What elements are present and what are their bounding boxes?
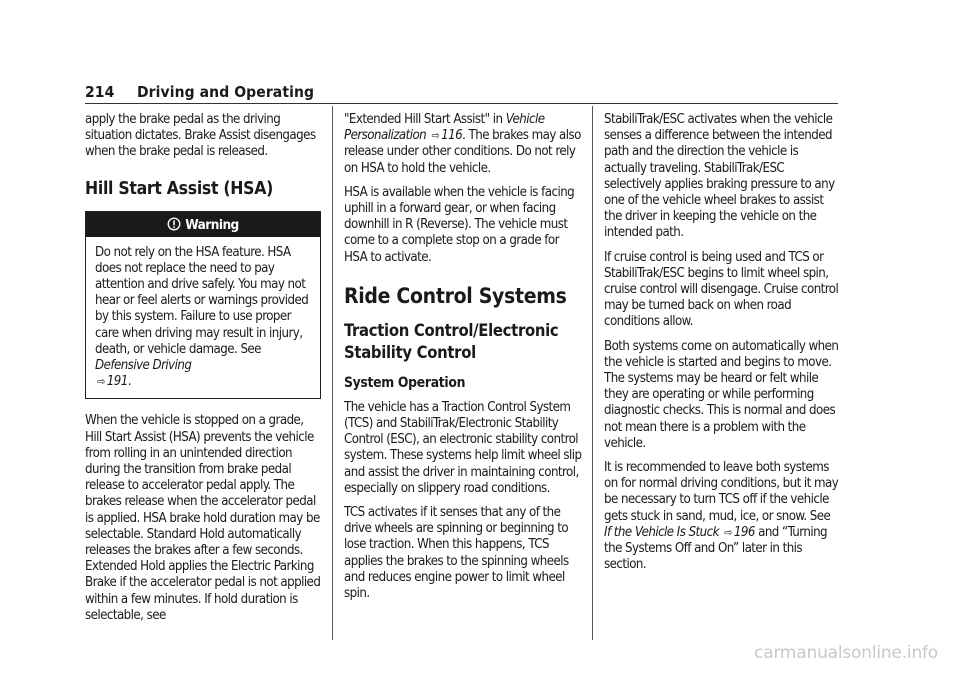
p1-text-a: "Extended Hill Start Assist" in (344, 112, 506, 127)
warning-ref-link[interactable]: Defensive Driving (95, 358, 192, 374)
intro-paragraph: apply the brake pedal as the driving situation dictates. Brake Assist disengages when the brake pedal is released. (85, 112, 316, 160)
p4-text-b: and “Turning the Systems Off and On” later in this section. (604, 524, 828, 573)
vehicle-stuck-page[interactable]: 196 (733, 524, 755, 540)
warning-header (86, 212, 320, 237)
page-number: 214 (85, 83, 115, 101)
warning-label: Warning (185, 216, 239, 233)
column-divider-2 (592, 106, 593, 640)
page-ref-icon: ⇨ (97, 375, 105, 389)
page-ref-icon: ⇨ (431, 129, 440, 143)
hsa-body-paragraph: When the vehicle is stopped on a grade, Hill Start Assist (HSA) prevents the vehicle from rolling in an unintended direction during the transition from brake pedal release to accelerator pedal apply. The brakes release when the accelerator pedal is applied. HSA brake hold duration may be selectable. Standard Hold automatically releases the brakes after a few seconds. Extended Hold applies the Electric Parking Brake if the accelerator pedal is not applied within a few minutes. If hold duration is selectable, see (85, 413, 321, 623)
vehicle-personalization-link[interactable]: Vehicle Personalization (344, 112, 545, 144)
warning-ref-page[interactable]: 191 (106, 374, 128, 390)
traction-control-heading: Traction Control/Electronic Stability Control (344, 320, 559, 362)
ride-control-heading: Ride Control Systems (344, 283, 567, 308)
warning-icon (167, 217, 181, 231)
tcs-description-paragraph: The vehicle has a Traction Control System (TCS) and StabiliTrak/Electronic Stability Control (ESC), an electronic stability control system. These systems help limit wheel slip and assist the driver in maintaining control, especially on slippery road conditions. (344, 399, 582, 496)
page-ref-icon: ⇨ (724, 525, 732, 539)
column-divider-1 (332, 106, 333, 640)
p1-text-b: . The brakes may also release under other conditions. Do not rely on HSA to hold the vehicle. (344, 128, 581, 176)
hsa-continued-paragraph (344, 112, 584, 177)
warning-text (86, 237, 320, 399)
automatic-systems-paragraph: Both systems come on automatically when the vehicle is started and begins to move. The systems may be heard or felt while they are operating or while performing diagnostic checks. This is normal and does not mean there is a problem with the vehicle. (604, 338, 839, 451)
system-operation-heading: System Operation (344, 374, 466, 391)
vehicle-stuck-link[interactable]: If the Vehicle Is Stuck (604, 524, 719, 540)
warning-ref-end: . (127, 374, 131, 390)
warning-box (85, 211, 321, 400)
column-3 (604, 112, 840, 581)
recommendation-paragraph (604, 460, 840, 573)
esc-activation-paragraph: StabiliTrak/ESC activates when the vehicle senses a difference between the intended path and the direction the vehicle is actually traveling. StabiliTrak/ESC selectively applies braking pressure to any one of the vehicle wheel brakes to assist the driver in keeping the vehicle on the intended path. (604, 112, 835, 241)
vehicle-personalization-page[interactable]: 116 (441, 128, 463, 144)
column-2 (344, 112, 584, 610)
page-header (85, 82, 838, 104)
hsa-heading: Hill Start Assist (HSA) (85, 178, 273, 199)
cruise-control-paragraph: If cruise control is being used and TCS or StabiliTrak/ESC begins to limit wheel spin, cruise control will disengage. Cruise control may be turned back on when road conditions allow. (604, 249, 839, 330)
watermark: carmanualsonline.info (754, 643, 938, 663)
hsa-availability-paragraph: HSA is available when the vehicle is facing uphill in a forward gear, or when facing downhill in R (Reverse). The vehicle must come to a complete stop on a grade for HSA to activate. (344, 184, 575, 265)
column-1 (85, 112, 321, 632)
tcs-activation-paragraph: TCS activates if it senses that any of the drive wheels are spinning or beginning to lose traction. When this happens, TCS applies the brakes to the spinning wheels and reduces engine power to limit wheel spin. (344, 505, 569, 602)
section-title: Driving and Operating (137, 83, 315, 101)
p4-text-a: It is recommended to leave both systems on for normal driving conditions, but it may be necessary to turn TCS off if the vehicle gets stuck in sand, mud, ice, or snow. See (604, 460, 839, 524)
warning-main-text: Do not rely on the HSA feature. HSA does not replace the need to pay attention and drive safely. You may not hear or feel alerts or warnings provided by this system. Failure to use proper care when driving may result in injury, death, or vehicle damage. See (95, 244, 309, 357)
